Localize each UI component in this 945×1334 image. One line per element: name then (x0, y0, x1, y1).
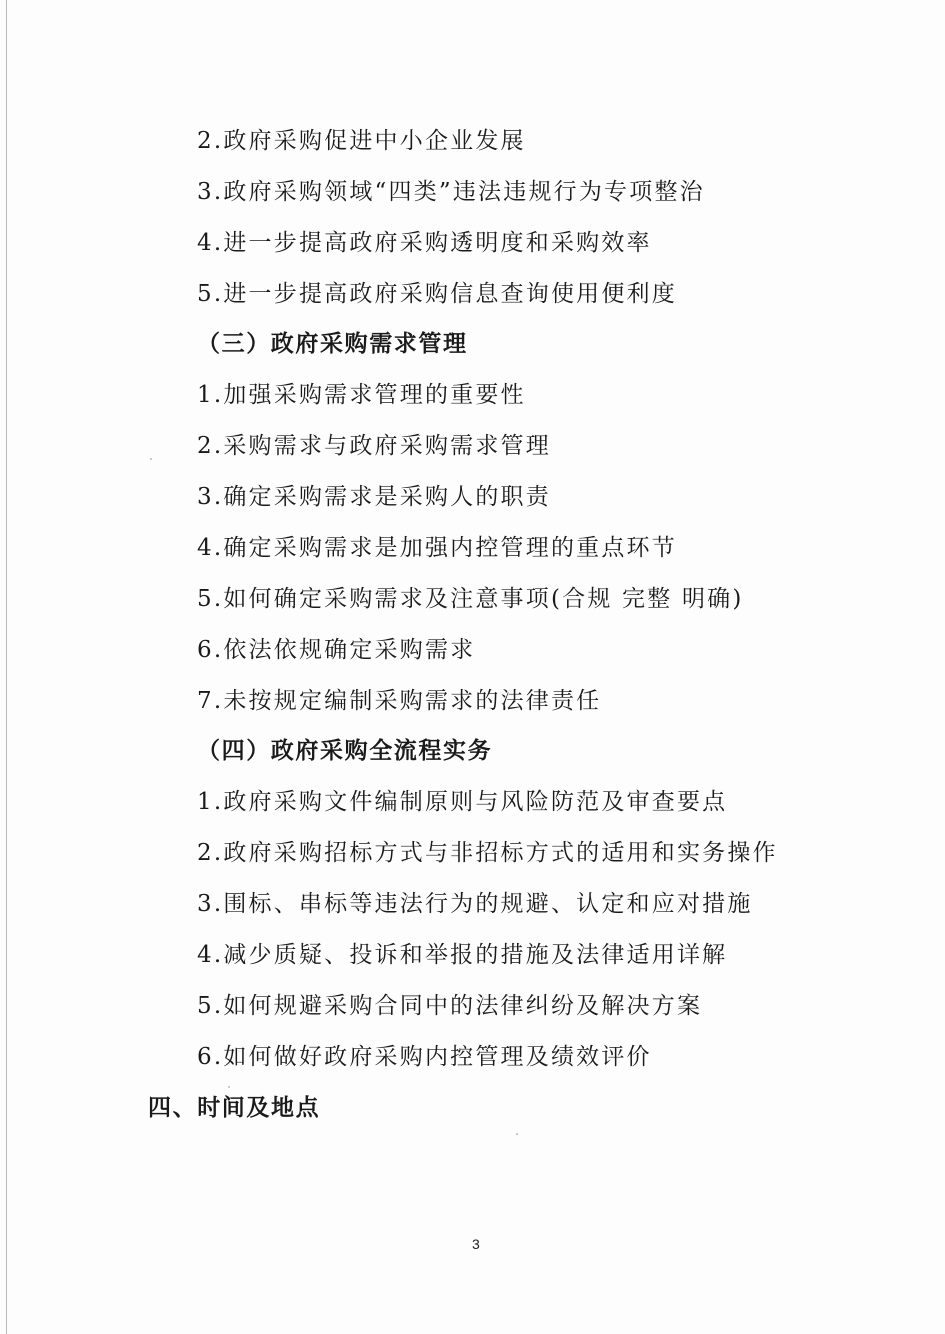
list-item: 6.如何做好政府采购内控管理及绩效评价 (197, 1044, 652, 1070)
page-number: 3 (472, 1236, 480, 1252)
list-item: 7.未按规定编制采购需求的法律责任 (197, 688, 602, 714)
list-item: 4.减少质疑、投诉和举报的措施及法律适用详解 (197, 942, 728, 968)
list-item: 2.采购需求与政府采购需求管理 (197, 433, 551, 459)
scan-edge-line (6, 0, 7, 1334)
list-item: 5.如何确定采购需求及注意事项(合规 完整 明确) (197, 586, 744, 612)
list-item: 4.进一步提高政府采购透明度和采购效率 (197, 230, 652, 256)
list-item: 1.加强采购需求管理的重要性 (197, 382, 526, 408)
subsection-heading-4: （四）政府采购全流程实务 (197, 737, 493, 764)
list-item: 4.确定采购需求是加强内控管理的重点环节 (197, 535, 677, 561)
list-item: 5.如何规避采购合同中的法律纠纷及解决方案 (197, 993, 703, 1019)
list-item: 2.政府采购促进中小企业发展 (197, 128, 526, 154)
list-item: 3.确定采购需求是采购人的职责 (197, 484, 551, 510)
scan-speck (150, 458, 152, 460)
list-item: 3.围标、串标等违法行为的规避、认定和应对措施 (197, 891, 753, 917)
section-heading-4: 四、时间及地点 (148, 1094, 321, 1121)
scan-speck (516, 1133, 518, 1135)
scan-speck (228, 1086, 230, 1088)
list-item: 3.政府采购领域“四类”违法违规行为专项整治 (197, 179, 705, 205)
list-item: 2.政府采购招标方式与非招标方式的适用和实务操作 (197, 840, 778, 866)
list-item: 1.政府采购文件编制原则与风险防范及审查要点 (197, 789, 728, 815)
subsection-heading-3: （三）政府采购需求管理 (197, 330, 468, 357)
list-item: 6.依法依规确定采购需求 (197, 637, 476, 663)
list-item: 5.进一步提高政府采购信息查询使用便利度 (197, 281, 677, 307)
